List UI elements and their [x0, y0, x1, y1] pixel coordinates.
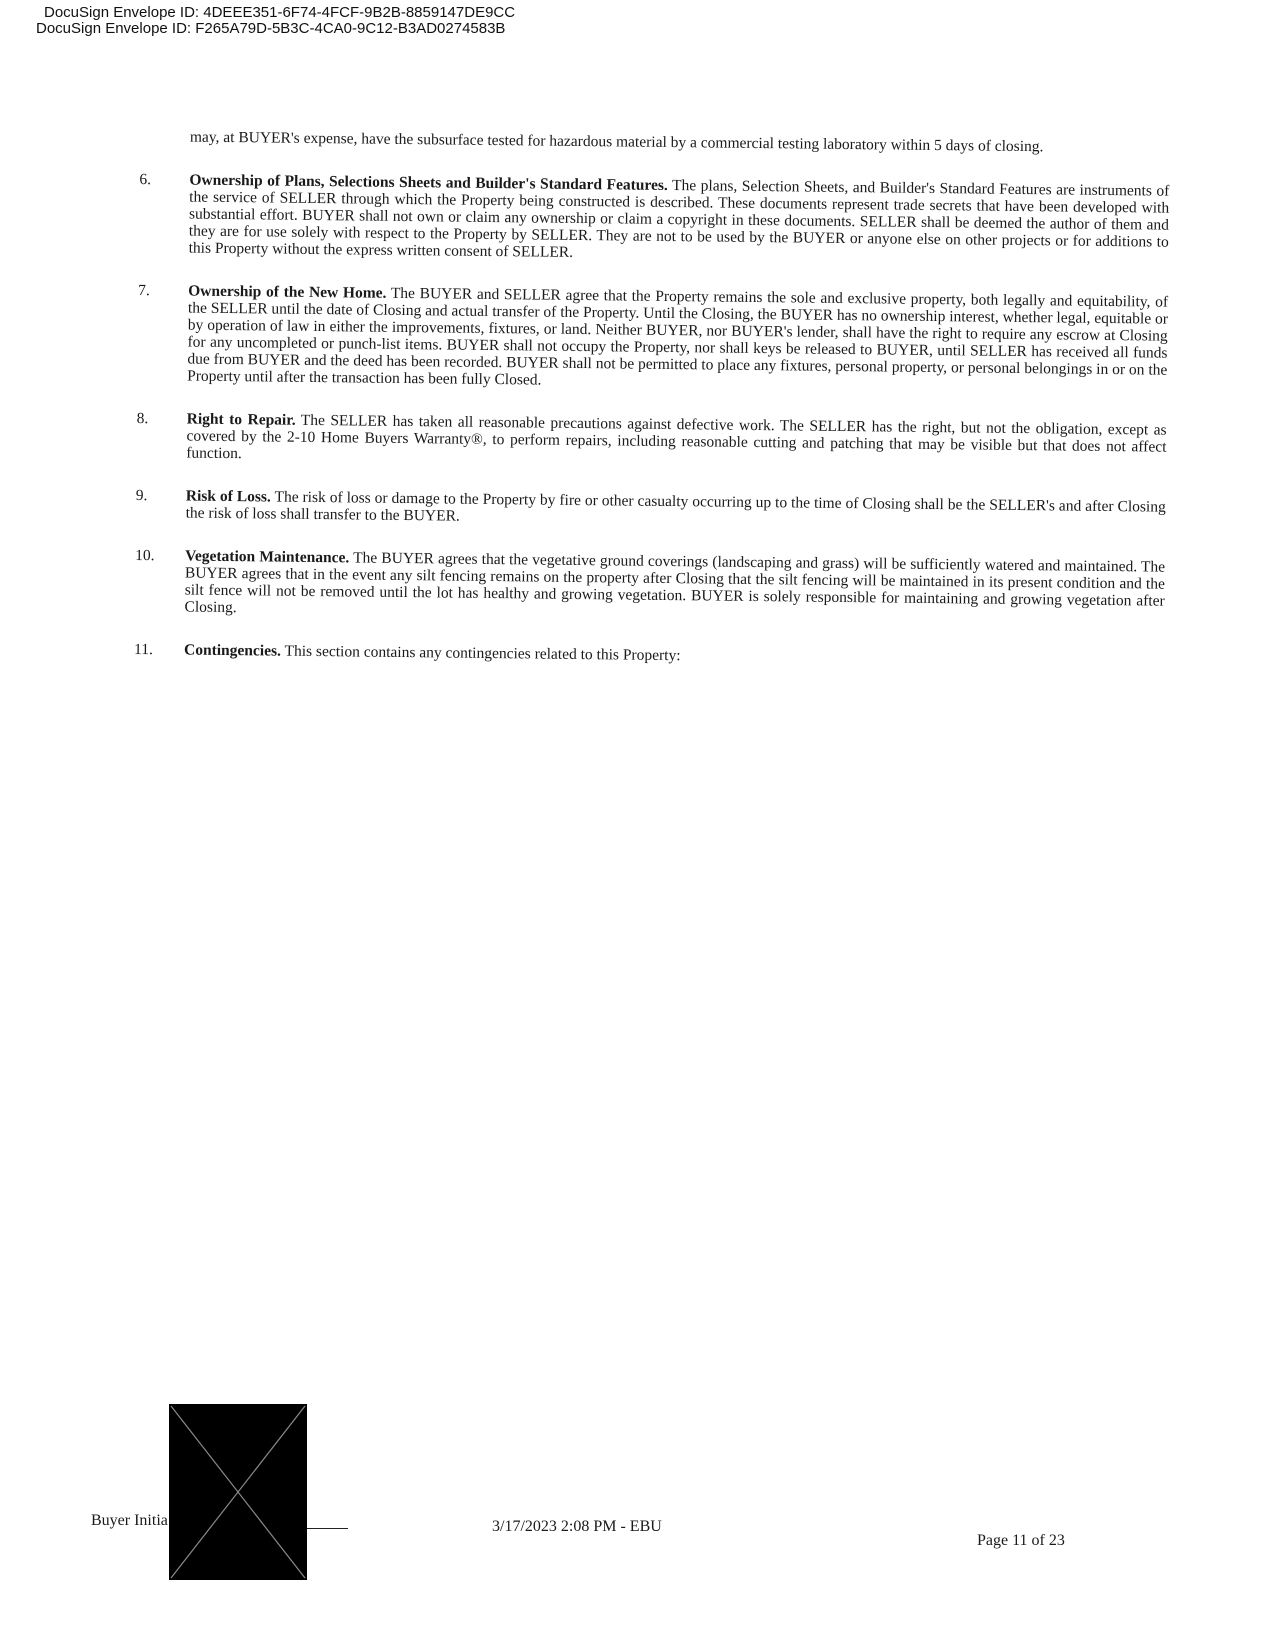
section-text: The plans, Selection Sheets, and Builder's Standard Features are instruments of the service of SELLER through which the Property being constructed is described. These documents represent trade secrets that have been developed with substantial effort. BUYER shall not own or claim any ownership or claim a copyright in these documents. SELLER shall be deemed the author of them and they are for use solely with respect to the Property by SELLER. They are not to be used by the BUYER or anyone else on other projects or for additions to this Property without the express written consent of SELLER. [188, 177, 1170, 261]
contract-body [134, 128, 1170, 670]
docusign-envelope-id-2: DocuSign Envelope ID: F265A79D-5B3C-4CA0-9C12-B3AD0274583B [36, 20, 506, 37]
section-10 [134, 547, 1165, 627]
section-text: The BUYER agrees that the vegetative ground coverings (landscaping and grass) will be sufficiently watered and maintained. The BUYER agrees that in the event any silt fencing remains on the property after Closing that the silt fencing will be maintained in its present condition and the silt fence will not be removed until the lot has healthy and growing vegetation. BUYER is solely responsible for maintaining and growing vegetation after Closing. [184, 549, 1166, 617]
section-11 [134, 641, 1164, 670]
section-number: 9. [135, 486, 148, 505]
cross-icon [169, 1404, 307, 1580]
section-text: The risk of loss or damage to the Property by fire or other casualty occurring up to the time of Closing shall be the SELLER's and after Closing the risk of loss shall transfer to the BUYER. [185, 488, 1166, 525]
section-title: Vegetation Maintenance. [185, 547, 350, 567]
continuation-paragraph: may, at BUYER's expense, have the subsurface tested for hazardous material by a commercial testing laboratory within 5 days of closing. [189, 128, 1044, 156]
section-number: 8. [136, 409, 149, 428]
redacted-initials-box [169, 1404, 307, 1580]
section-text: The SELLER has taken all reasonable precautions against defective work. The SELLER has the right, but not the obligation, except as covered by the 2-10 Home Buyers Warranty®, to perform repairs, including reasonable cutting and patching that may be visible but that does not affect function. [186, 411, 1167, 463]
section-title: Ownership of Plans, Selections Sheets and Builder's Standard Features. [189, 171, 668, 194]
docusign-envelope-id-1: DocuSign Envelope ID: 4DEEE351-6F74-4FCF-9B2B-8859147DE9CC [44, 4, 516, 21]
section-number: 6. [139, 170, 152, 189]
section-text: The BUYER and SELLER agree that the Property remains the sole and exclusive property, both legally and equitability, of the SELLER until the date of Closing and actual transfer of the Property. Until the Closing, the BUYER has no ownership interest, whether legal, equitable or by operation of law in either the improvements, fixtures, or land. Neither BUYER, nor BUYER's lender, shall have the right to require any escrow at Closing for any uncompleted or punch-list items. BUYER shall not occupy the Property, nor shall keys be released to BUYER, until SELLER has received all funds due from BUYER and the deed has been recorded. BUYER shall not be permitted to place any fixtures, personal property, or personal belongings in or on the Property until after the transaction has been fully Closed. [187, 284, 1169, 389]
section-text: This section contains any contingencies related to this Property: [284, 642, 681, 665]
section-title: Risk of Loss. [185, 487, 271, 506]
timestamp: 3/17/2023 2:08 PM - EBU [492, 1518, 662, 1535]
section-number: 7. [138, 281, 150, 300]
section-number: 10. [135, 546, 155, 565]
initials-line [300, 1528, 348, 1529]
section-7 [137, 282, 1168, 396]
section-title: Right to Repair. [186, 410, 296, 429]
section-title: Contingencies. [183, 641, 282, 660]
buyer-initials-label: Buyer Initia [91, 1512, 168, 1529]
section-6 [139, 171, 1170, 268]
section-8 [136, 410, 1167, 473]
section-title: Ownership of the New Home. [188, 282, 387, 302]
section-9 [136, 487, 1166, 533]
page-number: Page 11 of 23 [977, 1532, 1065, 1549]
section-number: 11. [133, 640, 153, 659]
